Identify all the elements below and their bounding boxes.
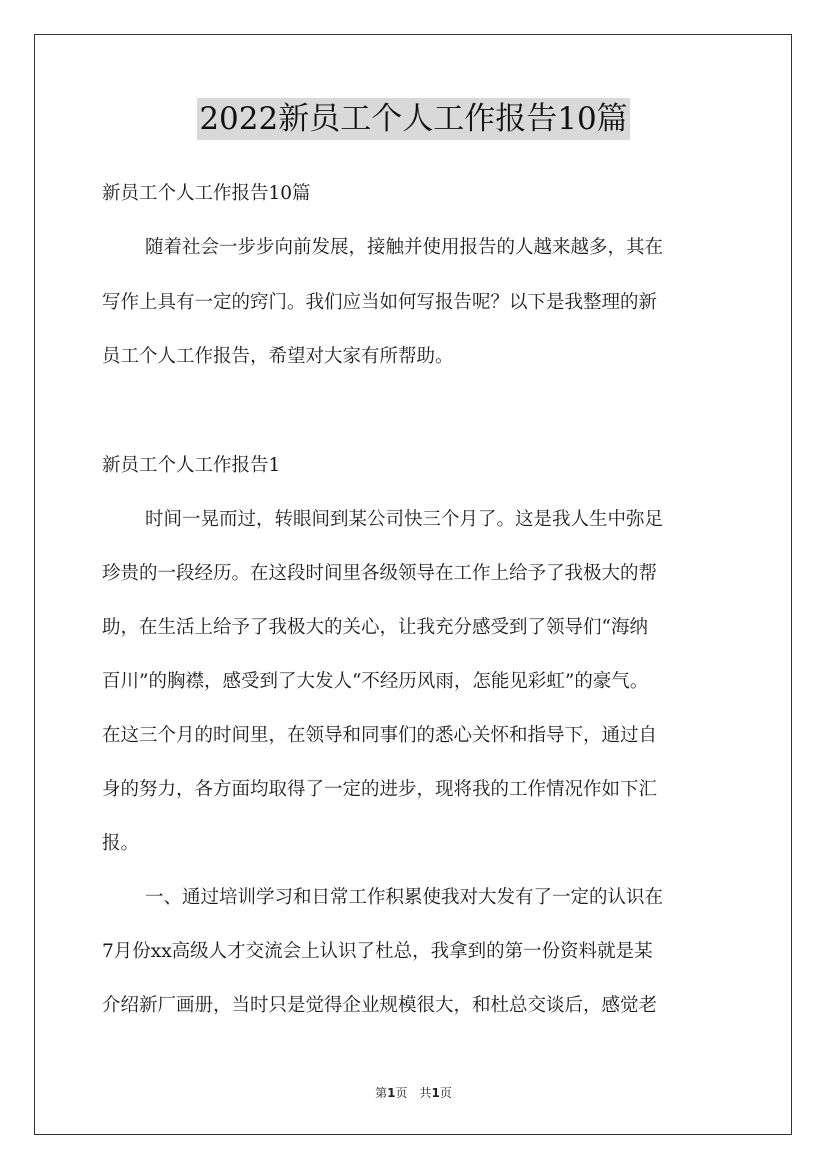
footer-prefix: 第 bbox=[375, 1086, 388, 1100]
footer-page-total: 1 bbox=[431, 1086, 440, 1100]
page-footer bbox=[0, 1084, 827, 1101]
intro-line-2: 写作上具有一定的窍门。我们应当如何写报告呢？以下是我整理的新 bbox=[102, 292, 658, 313]
para2-line-3: 介绍新厂画册，当时只是觉得企业规模很大，和杜总交谈后，感觉老 bbox=[102, 995, 658, 1016]
intro-line-1: 随着社会一步步向前发展，接触并使用报告的人越来越多，其在 bbox=[145, 237, 664, 258]
para1-line-5: 在这三个月的时间里，在领导和同事们的悉心关怀和指导下，通过自 bbox=[102, 725, 658, 746]
document-subtitle: 新员工个人工作报告10篇 bbox=[102, 183, 311, 204]
para2-line-1: 一、通过培训学习和日常工作积累使我对大发有了一定的认识在 bbox=[145, 887, 664, 908]
para1-line-3: 助，在生活上给予了我极大的关心，让我充分感受到了领导们“海纳 bbox=[102, 617, 648, 638]
para2-line-2: 7月份xx高级人才交流会上认识了杜总，我拿到的第一份资料就是某 bbox=[102, 941, 653, 962]
intro-line-3: 员工个人工作报告，希望对大家有所帮助。 bbox=[102, 346, 454, 367]
para1-line-2: 珍贵的一段经历。在这段时间里各级领导在工作上给予了我极大的帮 bbox=[102, 563, 658, 584]
title-container bbox=[0, 98, 827, 140]
footer-suffix: 页 bbox=[439, 1086, 452, 1100]
para1-line-6: 身的努力，各方面均取得了一定的进步，现将我的工作情况作如下汇 bbox=[102, 779, 658, 800]
para1-line-4: 百川”的胸襟，感受到了大发人“不经历风雨，怎能见彩虹”的豪气。 bbox=[102, 671, 649, 692]
section-heading: 新员工个人工作报告1 bbox=[102, 455, 281, 476]
para1-line-7: 报。 bbox=[102, 833, 140, 854]
footer-page-number: 1 bbox=[387, 1086, 396, 1100]
para1-line-1: 时间一晃而过，转眼间到某公司快三个月了。这是我人生中弥足 bbox=[145, 509, 664, 530]
footer-mid: 页 共 bbox=[395, 1086, 432, 1100]
document-title: 2022新员工个人工作报告10篇 bbox=[197, 98, 629, 140]
